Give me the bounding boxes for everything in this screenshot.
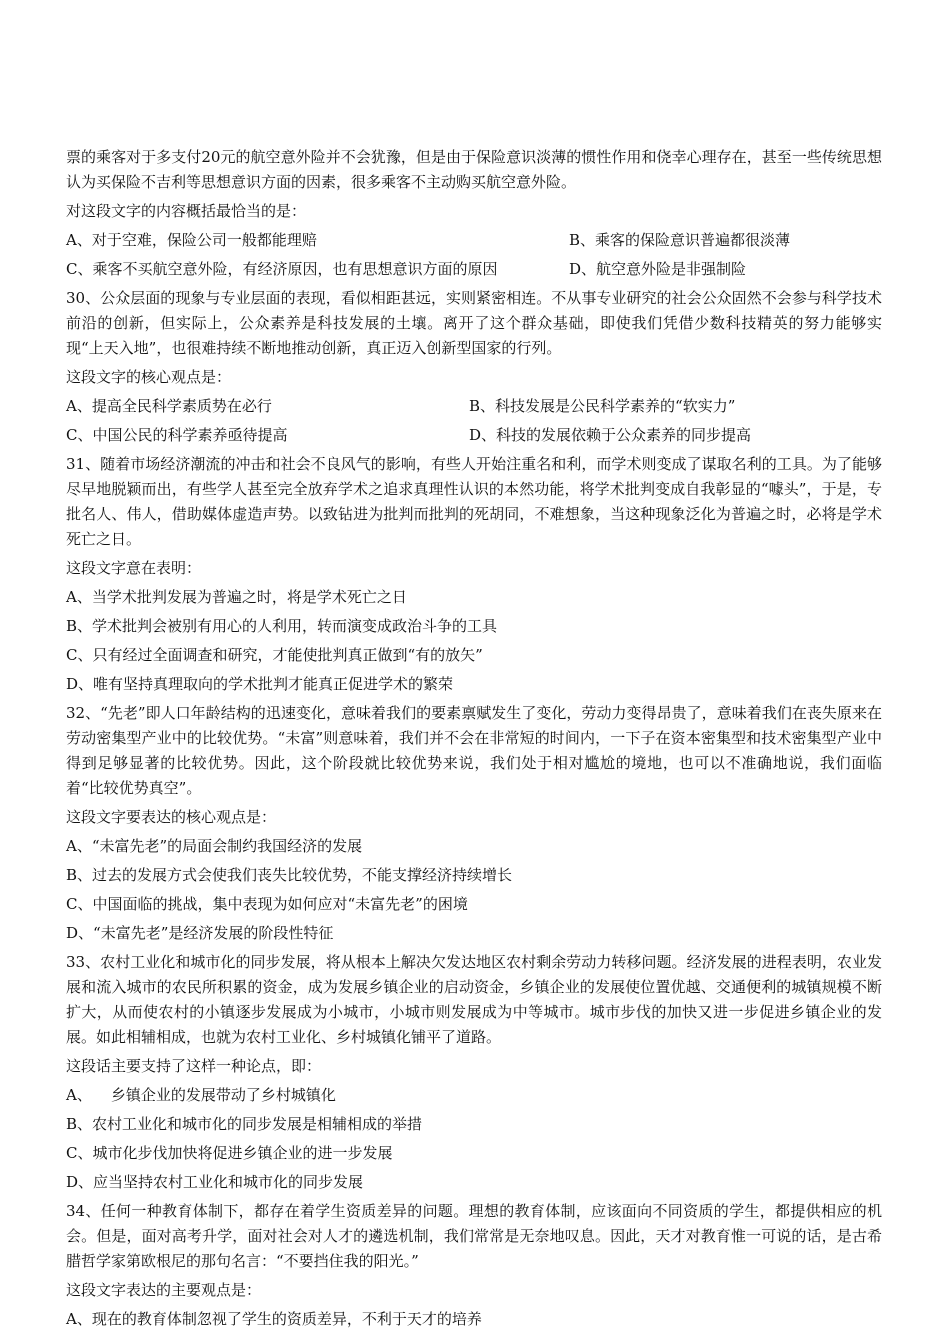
question-stem-32: 这段文字要表达的核心观点是： — [66, 808, 277, 826]
passage-31: 31、随着市场经济潮流的冲击和社会不良风气的影响，有些人开始注重名和利，而学术则变成了谋取名利的工具。为了能够尽早地脱颖而出，有些学人甚至完全放弃学术之追求真理性认识的本然功能，将学术批判变成自我彰显的“噱头”，于是，专批名人、伟人，借助媒体虚造声势。以致钻进为批判而批判的死胡同，不难想象，当这种现象泛化为普遍之时，必将是学术死亡之日。 — [66, 455, 882, 548]
option-29-a[interactable]: A、对于空难，保险公司一般都能理赔 — [66, 231, 317, 249]
option-31-b[interactable]: B、学术批判会被别有用心的人利用，转而演变成政治斗争的工具 — [66, 617, 498, 635]
passage-32: 32、“先老”即人口年龄结构的迅速变化，意味着我们的要素禀赋发生了变化，劳动力变得昂贵了，意味着我们在丧失原来在劳动密集型产业中的比较优势。“未富”则意味着，我们并不会在非常短的时间内，一下子在资本密集型和技术密集型产业中得到足够显著的比较优势。因此，这个阶段就比较优势来说，我们处于相对尴尬的境地，也可以不准确地说，我们面临着“比较优势真空”。 — [66, 704, 882, 797]
option-32-a[interactable]: A、“未富先老”的局面会制约我国经济的发展 — [66, 837, 363, 855]
passage-34: 34、任何一种教育体制下，都存在着学生资质差异的问题。理想的教育体制，应该面向不同资质的学生，都提供相应的机会。但是，面对高考升学，面对社会对人才的遴选机制，我们常常是无奈地叹息。因此，天才对教育惟一可说的话，是古希腊哲学家第欧根尼的那句名言：“不要挡住我的阳光。” — [66, 1202, 882, 1270]
passage-29-continued: 票的乘客对于多支付20元的航空意外险并不会犹豫，但是由于保险意识淡薄的惯性作用和侥幸心理存在，甚至一些传统思想认为买保险不吉利等思想意识方面的因素，很多乘客不主动购买航空意外险。 — [66, 148, 882, 191]
option-33-d[interactable]: D、应当坚持农村工业化和城市化的同步发展 — [66, 1173, 364, 1191]
question-stem-33: 这段话主要支持了这样一种论点，即： — [66, 1057, 322, 1075]
option-29-c[interactable]: C、乘客不买航空意外险，有经济原因，也有思想意识方面的原因 — [66, 260, 498, 278]
question-stem-31: 这段文字意在表明： — [66, 559, 202, 577]
option-32-d[interactable]: D、“未富先老”是经济发展的阶段性特征 — [66, 924, 334, 942]
options-row-30-ab — [66, 394, 882, 419]
passage-30: 30、公众层面的现象与专业层面的表现，看似相距甚远，实则紧密相连。不从事专业研究的社会公众固然不会参与科学技术前沿的创新，但实际上，公众素养是科技发展的土壤。离开了这个群众基础，即使我们凭借少数科技精英的努力能够实现“上天入地”，也很难持续不断地推动创新，真正迈入创新型国家的行列。 — [66, 289, 882, 357]
option-33-b[interactable]: B、农村工业化和城市化的同步发展是相辅相成的举措 — [66, 1115, 423, 1133]
option-32-c[interactable]: C、中国面临的挑战，集中表现为如何应对“未富先老”的困境 — [66, 895, 468, 913]
option-33-a[interactable]: A、 乡镇企业的发展带动了乡村城镇化 — [66, 1086, 336, 1104]
option-33-c[interactable]: C、城市化步伐加快将促进乡镇企业的进一步发展 — [66, 1144, 393, 1162]
option-31-c[interactable]: C、只有经过全面调查和研究，才能使批判真正做到“有的放矢” — [66, 646, 483, 664]
option-31-d[interactable]: D、唯有坚持真理取向的学术批判才能真正促进学术的繁荣 — [66, 675, 454, 693]
option-34-a[interactable]: A、现在的教育体制忽视了学生的资质差异，不利于天才的培养 — [66, 1310, 482, 1328]
option-32-b[interactable]: B、过去的发展方式会使我们丧失比较优势，不能支撑经济持续增长 — [66, 866, 513, 884]
question-stem-34: 这段文字表达的主要观点是： — [66, 1281, 262, 1299]
options-row-30-cd — [66, 423, 882, 448]
options-row-29-ab — [66, 228, 882, 253]
option-30-c[interactable]: C、中国公民的科学素养亟待提高 — [66, 426, 288, 444]
option-30-b[interactable]: B、科技发展是公民科学素养的“软实力” — [469, 397, 736, 415]
option-29-d[interactable]: D、航空意外险是非强制险 — [569, 260, 747, 278]
question-stem-30: 这段文字的核心观点是： — [66, 368, 232, 386]
options-row-29-cd — [66, 257, 882, 282]
passage-33: 33、农村工业化和城市化的同步发展，将从根本上解决欠发达地区农村剩余劳动力转移问题。经济发展的进程表明，农业发展和流入城市的农民所积累的资金，成为发展乡镇企业的启动资金，乡镇企业的发展使位置优越、交通便利的城镇规模不断扩大，从而使农村的小镇逐步发展成为小城市，小城市则发展成为中等城市。城市步伐的加快又进一步促进乡镇企业的发展。如此相辅相成，也就为农村工业化、乡村城镇化铺平了道路。 — [66, 953, 882, 1046]
option-30-a[interactable]: A、提高全民科学素质势在必行 — [66, 397, 272, 415]
option-29-b[interactable]: B、乘客的保险意识普遍都很淡薄 — [569, 231, 791, 249]
option-31-a[interactable]: A、当学术批判发展为普遍之时，将是学术死亡之日 — [66, 588, 407, 606]
option-30-d[interactable]: D、科技的发展依赖于公众素养的同步提高 — [469, 426, 752, 444]
question-stem-29: 对这段文字的内容概括最恰当的是： — [66, 202, 307, 220]
